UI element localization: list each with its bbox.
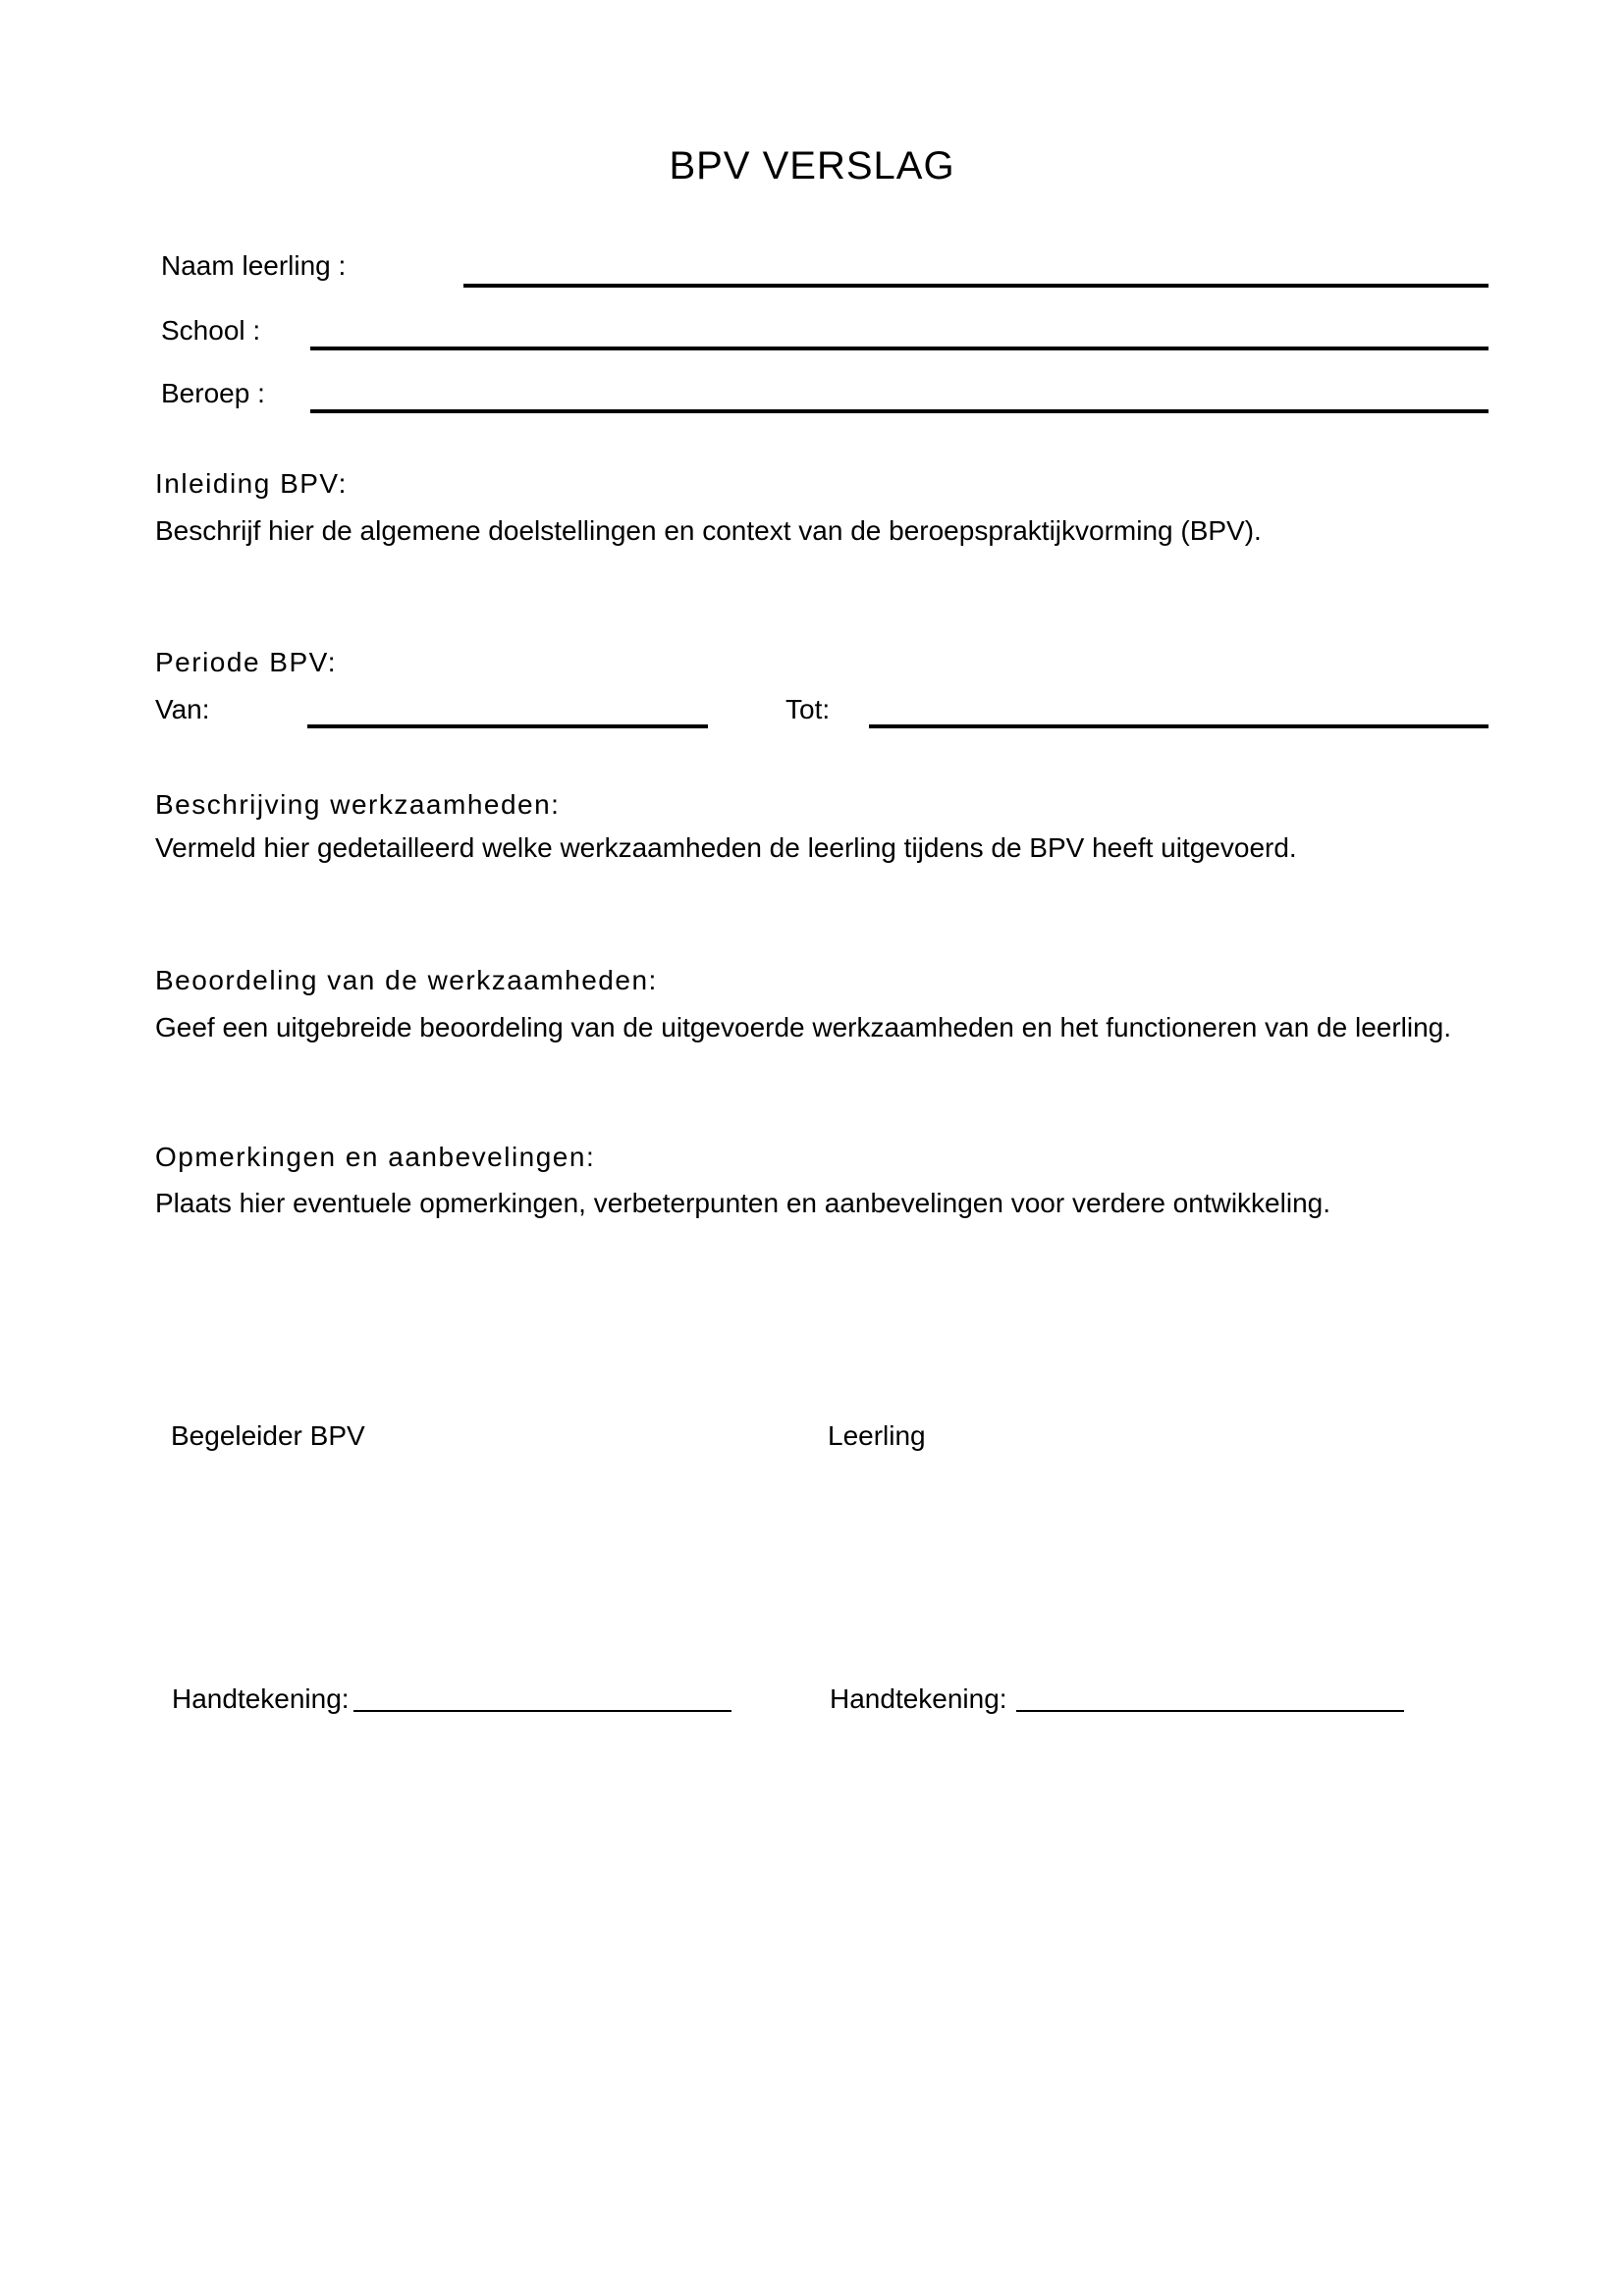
section-heading-beschrijving-werkzaamheden: Beschrijving werkzaamheden: [155, 789, 561, 820]
field-label-school: School : [161, 315, 261, 346]
section-description-beschrijving-werkzaamheden: Vermeld hier gedetailleerd welke werkzaamheden de leerling tijdens de BPV heeft uitgevoerd. [155, 832, 1297, 863]
section-heading-opmerkingen-aanbevelingen: Opmerkingen en aanbevelingen: [155, 1142, 596, 1172]
field-line-school [310, 347, 1489, 350]
section-heading-beoordeling-werkzaamheden: Beoordeling van de werkzaamheden: [155, 965, 658, 995]
field-label-naam-leerling: Naam leerling : [161, 250, 347, 281]
signature-line-left [353, 1710, 731, 1712]
signature-role-begeleider-bpv: Begeleider BPV [171, 1420, 365, 1451]
signature-line-right [1016, 1710, 1404, 1712]
section-description-inleiding-bpv: Beschrijf hier de algemene doelstellingen en context van de beroepspraktijkvorming (BPV). [155, 515, 1262, 546]
periode-van-label: Van: [155, 694, 210, 724]
periode-tot-line [869, 724, 1489, 728]
periode-van-line [307, 724, 708, 728]
section-description-opmerkingen-aanbevelingen: Plaats hier eventuele opmerkingen, verbeterpunten en aanbevelingen voor verdere ontwikkeling. [155, 1188, 1330, 1218]
section-heading-periode-bpv: Periode BPV: [155, 647, 338, 677]
signature-role-leerling: Leerling [828, 1420, 926, 1451]
signature-label-left: Handtekening: [172, 1683, 350, 1714]
signature-label-right: Handtekening: [830, 1683, 1007, 1714]
section-description-beoordeling-werkzaamheden: Geef een uitgebreide beoordeling van de uitgevoerde werkzaamheden en het functioneren van de leerling. [155, 1012, 1452, 1042]
document-title: BPV VERSLAG [669, 144, 955, 187]
field-line-naam-leerling [463, 284, 1489, 288]
field-line-beroep [310, 409, 1489, 413]
field-label-beroep: Beroep : [161, 378, 265, 408]
section-heading-inleiding-bpv: Inleiding BPV: [155, 468, 348, 499]
periode-tot-label: Tot: [785, 694, 831, 724]
